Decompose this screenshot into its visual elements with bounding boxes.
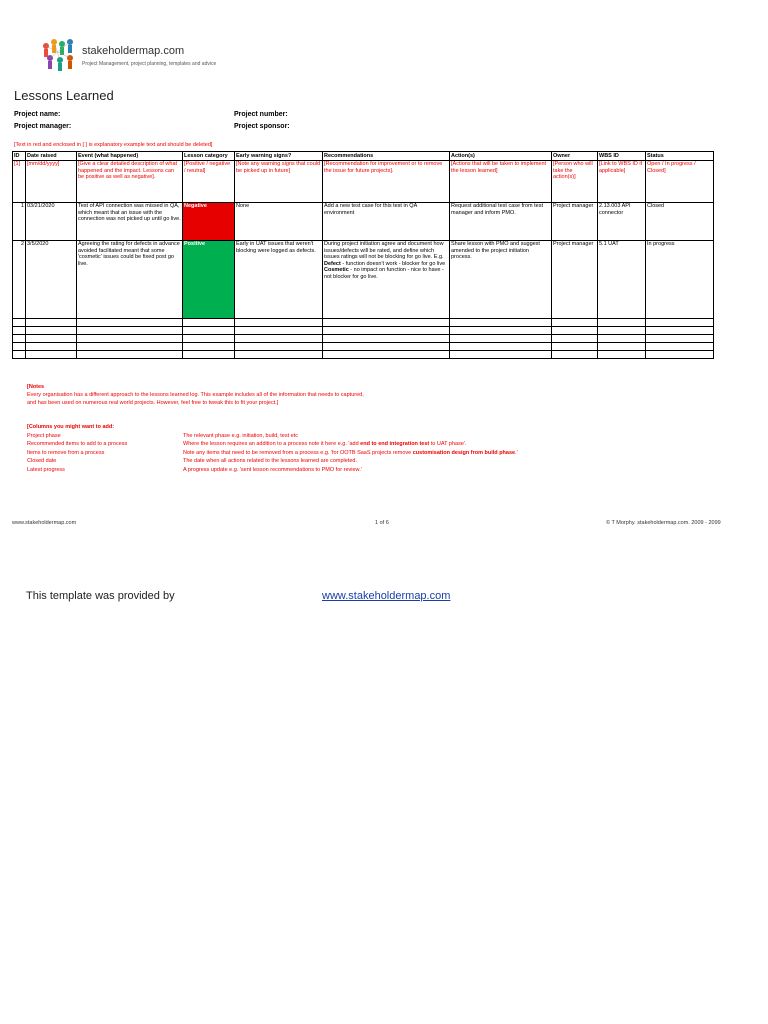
category-positive-badge: Positive <box>183 240 235 318</box>
project-sponsor-label: Project sponsor: <box>234 123 290 130</box>
date-cell: [mm/dd/yyyy] <box>26 160 77 202</box>
notes-section <box>27 383 364 407</box>
table-header-row <box>13 152 714 161</box>
empty-row <box>13 326 714 334</box>
id-cell: 2 <box>13 240 26 318</box>
warning-cell: Early in UAT issues that weren't blocking were logged as defects. <box>235 240 323 318</box>
instructions-note: [Text in red and enclosed in [ ] is explanatory example text and should be deleted] <box>14 142 213 148</box>
owner-cell: Project manager <box>552 240 598 318</box>
rec-text: - function doesn't work - blocker for go live <box>340 260 446 267</box>
empty-row <box>13 342 714 350</box>
wbs-cell: 2.13.003 API connector <box>598 202 646 240</box>
rec-defect-term: Defect <box>324 260 341 267</box>
header-cell: Early warning signs? <box>235 152 323 161</box>
event-cell: Test of API connection was missed in QA, which meant that an issue with the connection was not picked up until go live. <box>77 202 183 240</box>
header-cell: Action(s) <box>450 152 552 161</box>
footer-site-link[interactable]: www.stakeholdermap.com <box>12 520 77 526</box>
table-row <box>13 240 714 318</box>
category-negative-badge: Negative <box>183 202 235 240</box>
stakeholdermap-logo[interactable] <box>40 38 260 74</box>
rec-text: During project initiation agree and document how issues/defects will be rated, and define which issues ratings will not be blocking for go live. E.g. <box>324 241 444 261</box>
notes-line: and has been used on numerous real world projects. However, feel free to tweak this to fit your project.] <box>27 400 279 406</box>
header-cell: Event (what happened) <box>77 152 183 161</box>
actions-cell: Request additional test case from test manager and inform PMO. <box>450 202 552 240</box>
column-suggestion-desc: Note any items that need to be removed from a process e.g. 'for OOTB SaaS projects remove customisation design from build phase.' <box>183 449 518 456</box>
wbs-cell: [Link to WBS ID if applicable] <box>598 160 646 202</box>
table-row <box>13 202 714 240</box>
column-suggestion-desc: The date when all actions related to the lessons learned are completed. <box>183 458 357 464</box>
column-suggestion-desc: A progress update e.g. 'sent lesson recommendations to PMO for review.' <box>183 466 362 473</box>
actions-cell: [Actions that will be taken to implement the lesson learned] <box>450 160 552 202</box>
notes-heading: [Notes <box>27 384 45 390</box>
event-cell: [Give a clear detailed description of what happened and the impact. Lessons can be positive as well as negative]. <box>77 160 183 202</box>
provided-by-text: This template was provided by <box>26 590 175 602</box>
status-cell: Closed <box>646 202 714 240</box>
status-cell: In progress <box>646 240 714 318</box>
header-cell: Status <box>646 152 714 161</box>
people-network-icon <box>40 38 80 72</box>
id-cell: 1 <box>13 202 26 240</box>
event-cell: Agreeing the rating for defects in advance avoided facilitated meant that some 'cosmetic' issues could be fixed post go live. <box>77 240 183 318</box>
brand-tagline: Project Management, project planning, templates and advice <box>82 61 217 67</box>
warning-cell: None <box>235 202 323 240</box>
column-suggestion-desc: Where the lesson requires an addition to a process note it here e.g. 'add end to end integration test to UAT phase'. <box>183 441 467 447</box>
project-name-label: Project name: <box>14 111 61 118</box>
provided-by-link[interactable]: www.stakeholdermap.com <box>322 590 451 602</box>
owner-cell: [Person who will take the action(s)] <box>552 160 598 202</box>
wbs-cell: 5.1 UAT <box>598 240 646 318</box>
column-suggestion-desc: The relevant phase e.g. initiation, build, test etc <box>183 432 298 439</box>
recommendations-cell: [Recommendation for improvement or to remove the issue for future projects]. <box>323 160 450 202</box>
empty-row <box>13 318 714 326</box>
header-cell: Owner <box>552 152 598 161</box>
column-suggestion-label: Items to remove from a process <box>27 449 105 456</box>
empty-row <box>13 334 714 342</box>
table-row <box>13 160 714 202</box>
footer-page-number: 1 of 6 <box>375 520 389 526</box>
lessons-learned-table <box>12 151 714 359</box>
rec-text: - no impact on function - nice to have - not blocker for go live. <box>324 267 444 281</box>
status-cell: Open / In progress / Closed] <box>646 160 714 202</box>
header-cell: Lesson category <box>183 152 235 161</box>
column-suggestion-label: Recommended items to add to a process <box>27 441 128 447</box>
header-cell: Recommendations <box>323 152 450 161</box>
date-cell: 3/5/2020 <box>26 240 77 318</box>
notes-line: Every organisation has a different approach to the lessons learned log. This example includes all of the information that needs to captured, <box>27 392 364 398</box>
page-title: Lessons Learned <box>14 88 114 103</box>
header-cell: WBS ID <box>598 152 646 161</box>
rec-cosmetic-term: Cosmetic <box>324 267 349 274</box>
recommendations-cell: Add a new test case for this test in QA environment <box>323 202 450 240</box>
column-suggestion-label: Closed date <box>27 458 57 464</box>
column-suggestion-label: Project phase <box>27 432 61 439</box>
warning-cell: [Note any warning signs that could be picked up in future] <box>235 160 323 202</box>
date-cell: 03/21/2020 <box>26 202 77 240</box>
brand-name: stakeholdermap.com <box>82 45 185 57</box>
project-manager-label: Project manager: <box>14 123 72 130</box>
project-number-label: Project number: <box>234 111 288 118</box>
empty-row <box>13 350 714 358</box>
header-cell: ID <box>13 152 26 161</box>
footer-copyright: © T Morphy. stakeholdermap.com. 2009 - 2099 <box>606 520 721 526</box>
category-cell: [Positive / negative / neutral] <box>183 160 235 202</box>
actions-cell: Share lesson with PMO and suggest amended to the project initiation process. <box>450 240 552 318</box>
column-suggestion-label: Latest progress <box>27 466 65 473</box>
columns-heading-text: [Columns you might want to add: <box>27 424 115 430</box>
owner-cell: Project manager <box>552 202 598 240</box>
header-cell: Date raised <box>26 152 77 161</box>
id-cell: [1] <box>13 160 26 202</box>
recommendations-cell <box>323 240 450 318</box>
